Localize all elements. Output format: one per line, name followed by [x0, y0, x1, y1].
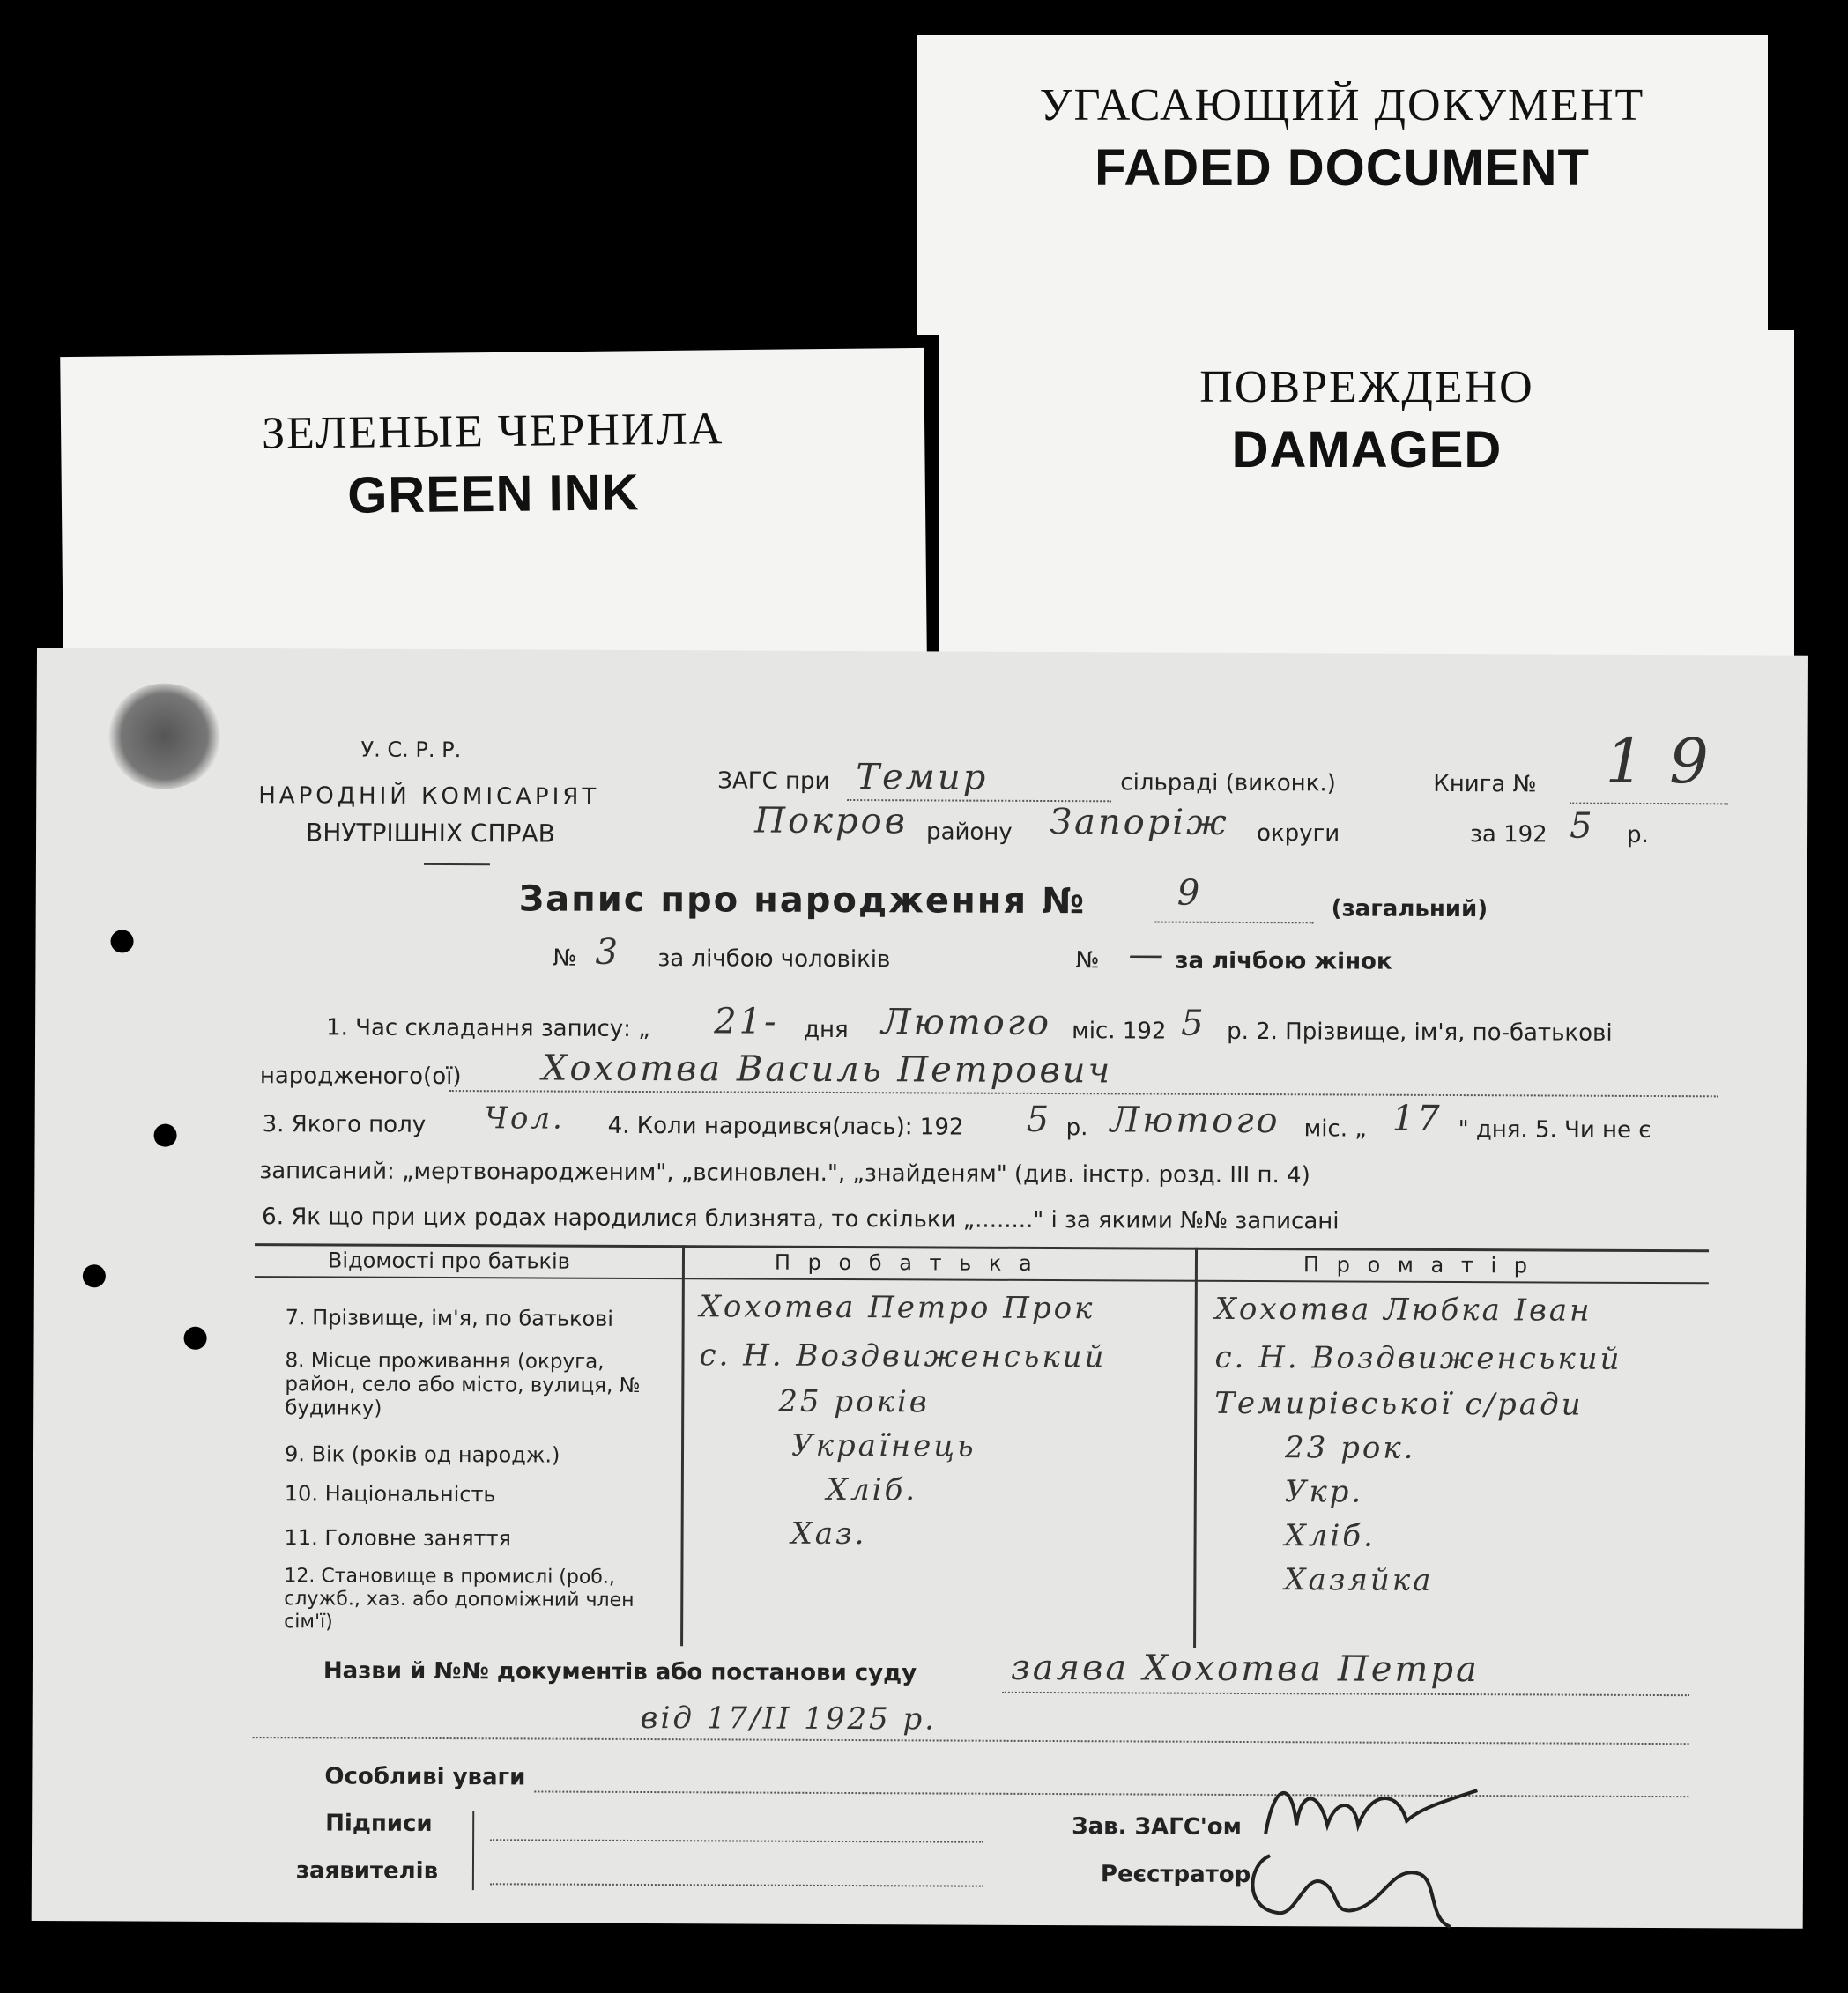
field-1-month-label: міс. 192 [1072, 1018, 1167, 1045]
field-3-label: 3. Якого полу [262, 1111, 427, 1138]
documents-value: заява Хохотва Петра [1010, 1647, 1480, 1691]
table-divider-1 [680, 1245, 685, 1646]
mother-residence: с. Н. Воздвиженський [1214, 1339, 1622, 1377]
mother-nationality: Укр. [1284, 1474, 1364, 1510]
binding-hole [83, 1264, 106, 1287]
table-header-father: П р о б а т ь к а [774, 1249, 1037, 1276]
table-header-mother: П р о м а т і р [1303, 1252, 1533, 1278]
signatures-label-2: заявителів [295, 1857, 439, 1885]
field-2-person-label: народженого(ої) [259, 1063, 462, 1091]
father-occupation: Хліб. [826, 1471, 918, 1508]
field-4-month: Лютого [1110, 1100, 1280, 1142]
men-label: за лічбою чоловіків [657, 945, 891, 974]
mother-age: 23 рок. [1284, 1430, 1416, 1466]
field-5-options: записаний: „мертвонародженим", „всиновлен.", „знайденям" (див. інстр. розд. III п. 4) [259, 1158, 1310, 1189]
field-3-sex: Чол. [484, 1100, 565, 1137]
year-value: 5 [1570, 805, 1595, 847]
binding-hole [110, 930, 133, 952]
field-1-year: 5 [1181, 1003, 1206, 1044]
father-status: Хаз. [790, 1515, 867, 1552]
district-value: Покров [754, 800, 909, 842]
field-5-label: " дня. 5. Чи не є [1458, 1116, 1651, 1144]
field-1-month: Лютого [881, 1002, 1052, 1044]
father-nationality: Українець [790, 1427, 976, 1464]
documents-date: від 17/II 1925 р. [640, 1700, 938, 1737]
mother-name: Хохотва Любка Іван [1214, 1291, 1592, 1329]
okrug-label: округи [1257, 820, 1340, 848]
book-value: 1 9 [1605, 724, 1711, 798]
damaged-label [939, 330, 1794, 656]
field-2-label: р. 2. Прізвище, ім'я, по-батькові [1227, 1018, 1613, 1047]
book-line [1570, 803, 1728, 805]
book-label: Книга № [1433, 770, 1537, 798]
field-1-day-label: дня [804, 1016, 849, 1044]
table-row-label: 10. Національність [284, 1481, 496, 1508]
table-row-label: 8. Місце проживання (округа, район, село або місто, вулиця, № будинку) [285, 1349, 641, 1420]
women-value: — [1128, 934, 1167, 975]
header-rule [424, 863, 490, 865]
men-prefix: № [553, 945, 577, 972]
faded-label-en: FADED DOCUMENT [1095, 139, 1590, 196]
signature-line-1 [490, 1839, 983, 1842]
record-number: 9 [1176, 872, 1203, 914]
binding-hole [184, 1327, 207, 1350]
notes-line [534, 1790, 1688, 1797]
okrug-value: Запоріж [1050, 802, 1229, 843]
zags-head-label: Зав. ЗАГС'ом [1072, 1813, 1242, 1841]
documents-line [1002, 1692, 1689, 1696]
year-prefix: за 192 [1470, 821, 1547, 848]
field-6-label: 6. Як що при цих родах народилися близнята, то скільки „........" і за якими №№ записані [262, 1204, 1340, 1235]
table-row-label: 9. Вік (років од народж.) [284, 1441, 560, 1468]
field-1-day: 21- [714, 1001, 779, 1042]
ink-stain [107, 683, 222, 789]
field-4-day: 17 [1392, 1098, 1443, 1139]
father-age: 25 років [778, 1383, 930, 1420]
registrar-label: Реєстратор [1100, 1861, 1251, 1889]
newborn-name: Хохотва Василь Петрович [541, 1048, 1113, 1092]
commissariat-line-2: ВНУТРІШНІХ СПРАВ [306, 818, 555, 848]
registrar-signature [1243, 1838, 1455, 1936]
village-council-label: сільраді (виконк.) [1120, 769, 1336, 797]
women-prefix: № [1075, 947, 1100, 974]
mother-council: Темирівської с/ради [1214, 1385, 1584, 1423]
field-1-label: 1. Час складання запису: „ [326, 1014, 650, 1043]
district-label: району [926, 819, 1013, 846]
birth-record-form [32, 648, 1808, 1929]
father-residence: с. Н. Воздвиженський [699, 1337, 1107, 1375]
women-label: за лічбою жінок [1175, 947, 1392, 975]
field-4-year-suffix: р. [1065, 1115, 1088, 1142]
documents-line-2 [253, 1737, 1689, 1745]
zags-prefix: ЗАГС при [717, 767, 830, 795]
mother-status: Хазяйка [1284, 1562, 1434, 1598]
damaged-label-en: DAMAGED [1231, 421, 1503, 478]
faded-document-label [917, 35, 1768, 335]
field-4-year: 5 [1026, 1099, 1052, 1141]
record-title-suffix: (загальний) [1331, 895, 1488, 923]
green-ink-label-en: GREEN INK [346, 463, 640, 524]
table-divider-2 [1193, 1248, 1198, 1648]
year-suffix: р. [1627, 821, 1649, 848]
newborn-name-line [449, 1090, 1718, 1097]
field-4-month-label: міс. „ [1303, 1115, 1367, 1143]
record-title: Запис про народження № [518, 878, 1087, 922]
binding-hole [154, 1124, 177, 1147]
green-ink-label [60, 348, 927, 661]
table-row-label: 12. Становище в промислі (роб., служб., хаз. або допоміжний член сім'ї) [284, 1565, 635, 1634]
signature-line-2 [490, 1883, 983, 1886]
signatures-bracket [472, 1811, 474, 1890]
documents-label: Назви й №№ документів або постанови суду [323, 1657, 917, 1687]
green-ink-label-ru: ЗЕЛЕНЫЕ ЧЕРНИЛА [261, 404, 724, 459]
table-header-info: Відомості про батьків [327, 1248, 570, 1274]
table-row-label: 7. Прізвище, ім'я, по батькові [285, 1305, 614, 1331]
ussr-header: У. С. Р. Р. [360, 737, 462, 763]
commissariat-line-1: НАРОДНІЙ КОМІСАРІЯТ [258, 782, 600, 811]
table-row-label: 11. Головне заняття [284, 1525, 512, 1552]
damaged-label-ru: ПОВРЕЖДЕНО [1199, 362, 1534, 412]
faded-label-ru: УГАСАЮЩИЙ ДОКУМЕНТ [1039, 80, 1645, 130]
field-4-label: 4. Коли народився(лась): 192 [607, 1112, 964, 1141]
zags-value: Темир [856, 757, 989, 798]
men-value: 3 [595, 931, 621, 973]
mother-occupation: Хліб. [1284, 1518, 1376, 1554]
signatures-label-1: Підписи [325, 1810, 433, 1837]
record-number-line [1155, 922, 1314, 924]
notes-label: Особливі уваги [324, 1763, 526, 1791]
father-name: Хохотва Петро Прок [699, 1289, 1095, 1327]
